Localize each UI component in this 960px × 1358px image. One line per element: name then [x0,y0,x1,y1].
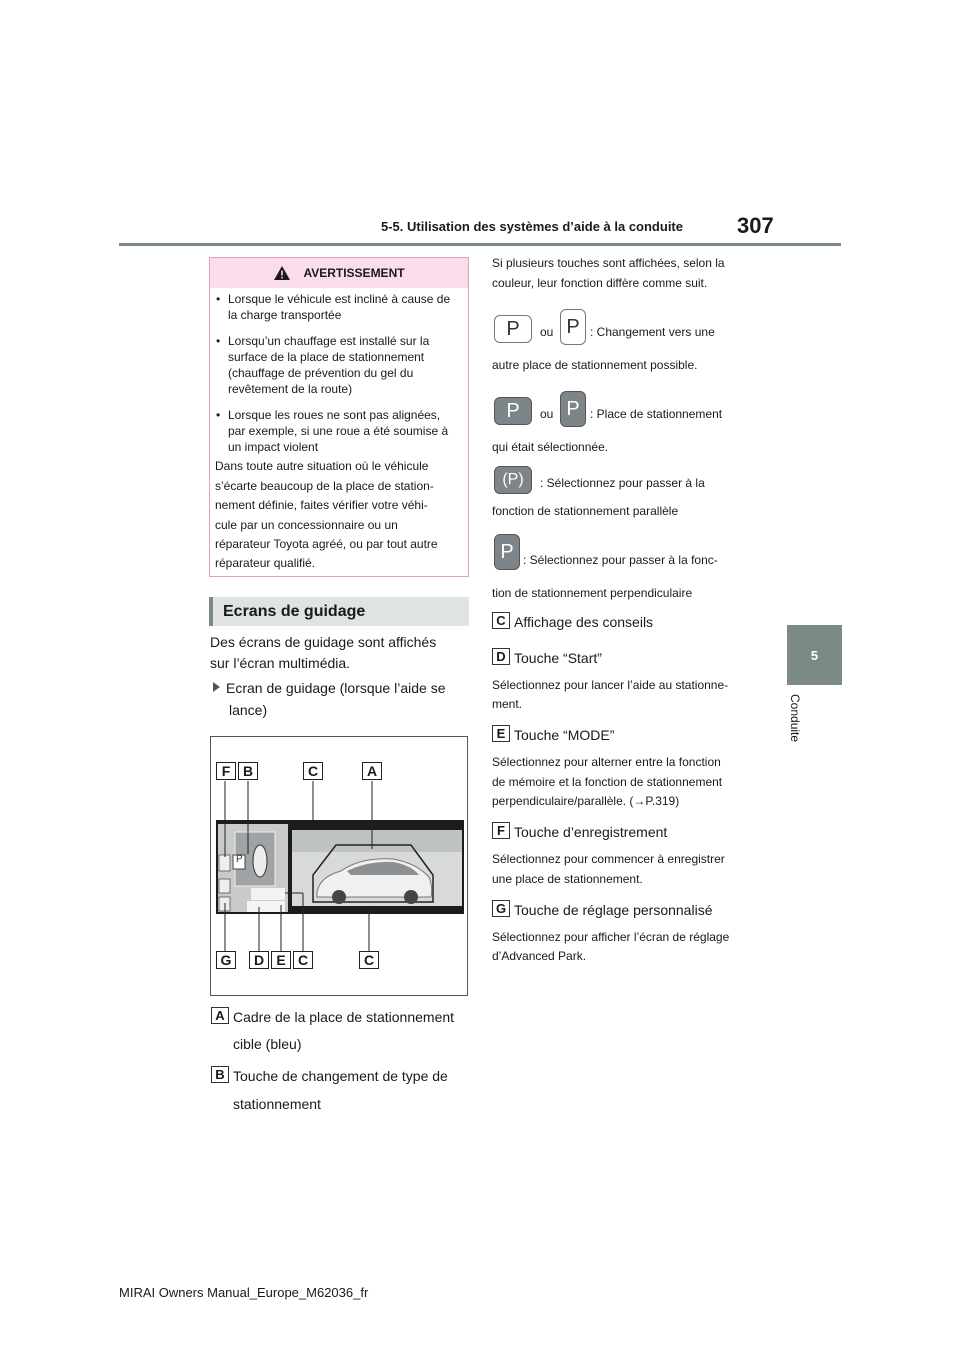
sub-heading: Ecran de guidage (lorsque l’aide se [213,680,445,696]
item-desc: de mémoire et la fonction de stationnement [492,775,723,789]
item-desc: une place de stationnement. [492,872,643,886]
item-letter: A [211,1007,229,1024]
item-letter: C [492,612,510,629]
callout-label: C [303,762,323,780]
callout-label: G [216,951,236,969]
p-icon: P [236,854,243,865]
or-word: ou [540,407,554,421]
p-dark-tall-icon: P [560,391,586,427]
callout-label: E [271,951,291,969]
key-description: : Sélectionnez pour passer à la fonc- [523,553,718,567]
item-desc: d’Advanced Park. [492,949,587,963]
warning-text-line: réparateur Toyota agréé, ou par tout autre [215,537,438,551]
callout-label: C [359,951,379,969]
item-desc: ment. [492,697,523,711]
item-letter: F [492,822,510,839]
section-header: 5-5. Utilisation des systèmes d’aide à la conduite [381,219,683,234]
callout-label: B [238,762,258,780]
item-desc: Sélectionnez pour alterner entre la fonction [492,755,721,769]
item-letter: G [492,900,510,917]
intro-line: sur l’écran multimédia. [210,655,351,671]
warning-bullet: • Lorsque les roues ne sont pas alignées, par exemple, si une roue a été soumise à un impact violent [216,407,458,455]
p-dark-wide-icon: P [494,397,532,425]
p-light-wide-icon: P [494,315,532,343]
warning-text-line: s’écarte beaucoup de la place de station- [215,479,434,493]
item-letter: E [492,725,510,742]
chapter-tab-label: Conduite [788,694,802,743]
key-description: tion de stationnement perpendiculaire [492,586,693,600]
item-title: cible (bleu) [233,1036,302,1052]
chapter-tab: 5 [787,625,842,685]
warning-text-line: réparateur qualifié. [215,556,316,570]
key-description: : Sélectionnez pour passer à la [540,476,705,490]
warning-header [210,258,468,288]
item-title: stationnement [233,1096,321,1112]
right-intro: Si plusieurs touches sont affichées, selon la [492,256,725,270]
warning-text-line: nement définie, faites vérifier votre véhi- [215,498,428,512]
p-light-tall-icon: P [560,309,586,345]
warning-bullet: • Lorsqu’un chauffage est installé sur la surface de la place de stationnement (chauffage de prévention du gel du revêtement de la route) [216,333,458,397]
warning-title: AVERTISSEMENT [303,266,405,280]
key-description: : Place de stationnement [590,407,723,421]
perpendicular-parking-icon: P [494,534,520,570]
callout-label: D [249,951,269,969]
footer-text: MIRAI Owners Manual_Europe_M62036_fr [119,1285,369,1300]
item-title: Touche de changement de type de [233,1068,448,1084]
guidance-screen-diagram [210,736,468,996]
warning-bullet: • Lorsque le véhicule est incliné à cause de la charge transportée [216,291,458,323]
sub-heading-cont: lance) [229,702,268,718]
callout-label: F [216,762,236,780]
intro-line: Des écrans de guidage sont affichés [210,634,437,650]
item-letter: B [211,1066,229,1083]
key-description: : Changement vers une [590,325,715,339]
key-description: qui était sélectionnée. [492,440,609,454]
section-title: Ecrans de guidage [209,597,469,626]
key-description: fonction de stationnement parallèle [492,504,679,518]
key-description: autre place de stationnement possible. [492,358,698,372]
item-title: Cadre de la place de stationnement [233,1009,455,1025]
or-word: ou [540,325,554,339]
item-title: Touche d’enregistrement [514,824,668,840]
triangle-bullet-icon [213,682,220,692]
item-letter: D [492,648,510,665]
item-title: Touche “MODE” [514,727,615,743]
page-number: 307 [737,213,774,238]
warning-icon [273,265,291,281]
warning-text-line: cule par un concessionnaire ou un [215,518,398,532]
header-rule [119,243,841,246]
item-title: Touche “Start” [514,650,602,666]
warning-text-line: Dans toute autre situation où le véhicule [215,459,429,473]
callout-label: A [362,762,382,780]
item-desc: Sélectionnez pour lancer l’aide au stationne- [492,678,729,692]
callout-label: C [293,951,313,969]
item-desc: Sélectionnez pour commencer à enregistrer [492,852,725,866]
item-title: Affichage des conseils [514,614,654,630]
item-desc: Sélectionnez pour afficher l’écran de réglage [492,930,730,944]
parallel-parking-icon: (P) [494,466,532,494]
item-title: Touche de réglage personnalisé [514,902,713,918]
right-intro: couleur, leur fonction diffère comme suit. [492,276,708,290]
item-desc: perpendiculaire/parallèle. (→P.319) [492,794,680,808]
